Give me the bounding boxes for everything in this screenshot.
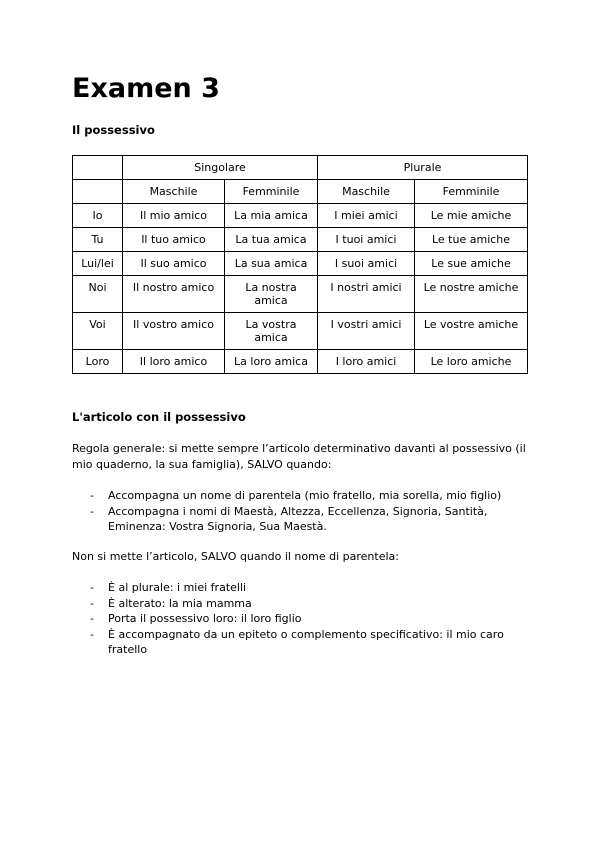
table-group-header: Singolare xyxy=(123,156,318,180)
table-subheader-row xyxy=(73,180,528,204)
table-cell: Il tuo amico xyxy=(123,228,225,252)
table-header-row xyxy=(73,156,528,180)
table-subheader: Maschile xyxy=(318,180,415,204)
rule-list xyxy=(72,488,532,535)
table-row xyxy=(73,252,528,276)
table-subheader: Femminile xyxy=(225,180,318,204)
table-cell: La vostra amica xyxy=(225,313,318,350)
table-corner-cell xyxy=(73,180,123,204)
list-item-text: È accompagnato da un epiteto o complemento specificativo: il mio caro fratello xyxy=(108,627,504,656)
table-cell: Le loro amiche xyxy=(415,350,528,374)
table-cell: La tua amica xyxy=(225,228,318,252)
table-cell: La loro amica xyxy=(225,350,318,374)
table-cell: Le mie amiche xyxy=(415,204,528,228)
rule-paragraph: Regola generale: si mette sempre l’articolo determinativo davanti al possessivo (il mio quaderno, la sua famiglia), SALVO quando: xyxy=(72,442,526,471)
table-cell: Il mio amico xyxy=(123,204,225,228)
table-cell: Le nostre amiche xyxy=(415,276,528,313)
table-cell: Il nostro amico xyxy=(123,276,225,313)
table-cell: Le sue amiche xyxy=(415,252,528,276)
table-cell: I miei amici xyxy=(318,204,415,228)
list-item-text: È alterato: la mia mamma xyxy=(108,596,252,610)
dash-bullet: - xyxy=(90,612,94,625)
table-cell: I loro amici xyxy=(318,350,415,374)
table-group-header: Plurale xyxy=(318,156,528,180)
list-item xyxy=(72,488,532,504)
list-item xyxy=(72,504,532,535)
dash-bullet: - xyxy=(90,489,94,502)
table-cell: I vostri amici xyxy=(318,313,415,350)
table-cell: Le tue amiche xyxy=(415,228,528,252)
table-cell-pronoun: Loro xyxy=(73,350,123,374)
exception-list xyxy=(72,580,532,658)
table-subheader: Femminile xyxy=(415,180,528,204)
table-cell: Le vostre amiche xyxy=(415,313,528,350)
table-cell-pronoun: Lui/lei xyxy=(73,252,123,276)
table-cell: La sua amica xyxy=(225,252,318,276)
table-cell-pronoun: Tu xyxy=(73,228,123,252)
table-cell: I nostri amici xyxy=(318,276,415,313)
list-item-text: È al plurale: i miei fratelli xyxy=(108,581,247,594)
table-subheader: Maschile xyxy=(123,180,225,204)
table-cell: Il vostro amico xyxy=(123,313,225,350)
table-row xyxy=(73,350,528,374)
exception-paragraph: Non si mette l’articolo, SALVO quando il nome di parentela: xyxy=(72,550,399,563)
table-cell: Il suo amico xyxy=(123,252,225,276)
table-row xyxy=(73,276,528,313)
list-item-text: Porta il possessivo loro: il loro figlio xyxy=(108,612,302,625)
possessive-table xyxy=(72,155,528,374)
dash-bullet: - xyxy=(90,504,94,518)
list-item xyxy=(72,580,532,596)
table-cell-pronoun: Noi xyxy=(73,276,123,313)
list-item-text: Accompagna un nome di parentela (mio fratello, mia sorella, mio figlio) xyxy=(108,489,502,502)
table-row xyxy=(73,313,528,350)
table-cell: I suoi amici xyxy=(318,252,415,276)
table-cell: La nostra amica xyxy=(225,276,318,313)
table-cell: Il loro amico xyxy=(123,350,225,374)
list-item xyxy=(72,627,532,658)
dash-bullet: - xyxy=(90,627,94,641)
table-row xyxy=(73,204,528,228)
list-item xyxy=(72,596,532,612)
table-row xyxy=(73,228,528,252)
section-heading-articolo: L'articolo con il possessivo xyxy=(72,410,246,424)
section-heading-possessivo: Il possessivo xyxy=(72,123,155,137)
dash-bullet: - xyxy=(90,581,94,594)
dash-bullet: - xyxy=(90,596,94,610)
table-cell-pronoun: Io xyxy=(73,204,123,228)
table-cell: La mia amica xyxy=(225,204,318,228)
table-cell: I tuoi amici xyxy=(318,228,415,252)
table-corner-cell xyxy=(73,156,123,180)
list-item xyxy=(72,611,532,627)
page-title: Examen 3 xyxy=(72,73,220,104)
table-cell-pronoun: Voi xyxy=(73,313,123,350)
list-item-text: Accompagna i nomi di Maestà, Altezza, Eccellenza, Signoria, Santità, Eminenza: Vostra Signoria, Sua Maestà. xyxy=(108,504,488,533)
